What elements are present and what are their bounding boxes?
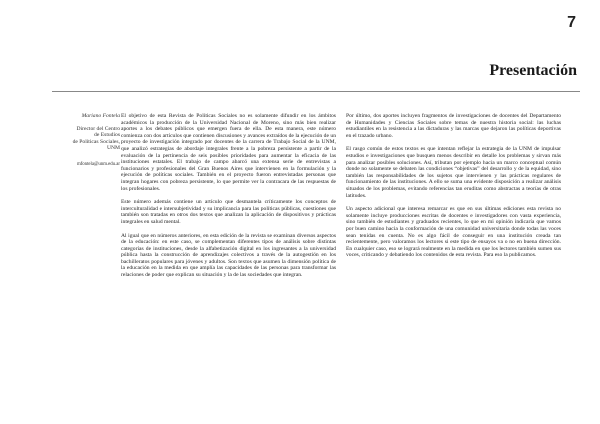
page-number: 7 [567, 14, 576, 31]
page-title: Presentación [489, 62, 577, 79]
author-name: Mariano Fontela [81, 113, 120, 119]
paragraph: Por último, dos aportes incluyen fragmentos de investigaciones de docentes del Departamento de Humanidades y Ciencias Sociales sobre temas de nuestra historia social: las luchas estudiantiles en la resistencia a las dictaduras y las marcas que dejaron las políticas deportivas en el trazado urbano. [346, 113, 561, 139]
paragraph: El objetivo de esta Revista de Políticas Sociales no es solamente difundir en los ámbitos académicos la producción de la Universidad Nacional de Moreno, sino más bien realizar aportes a los debates públicos que emergen fuera de ella. De esta manera, este número comienza con dos artículos que contienen discusiones y avances extraídos de la ejecución de un proyecto de investigación integrado por docentes de la carrera de Trabajo Social de la UNM, que analizó estrategias de abordaje integrales frente a la pobreza persistente a partir de la evaluación de la pertinencia de seis posibles prioridades para aumentar la eficacia de las instituciones estatales. El trabajo de campo abarcó una extensa serie de entrevistas a funcionarios y profesionales del Gran Buenos Aires que intervienen en la formulación y la ejecución de políticas sociales. También en el proyecto fueron entrevistadas personas que integran hogares con pobreza persistente, lo que permite ver la contracara de las respuestas de los profesionales. [121, 113, 336, 192]
author-role-line: UNM [106, 145, 120, 152]
right-text-column [346, 113, 561, 266]
paragraph: Al igual que en números anteriores, en esta edición de la revista se examinan diversos aspectos de la educación: en este caso, se complementan diferentes tipos de análisis sobre distintas categorías de instituciones, desde la alfabetización digital en los ingresantes a la universidad pública hasta la construcción de aprendizajes colectivos a través de la autogestión en los bachilleratos populares para jóvenes y adultos. Son textos que asumen la dimensión política de la educación en la medida en que amplía las capacidades de las personas para transformar las relaciones de poder que explican su situación y la de las sociedades que integran. [121, 232, 336, 279]
title-divider [52, 91, 580, 92]
author-role-line: de Estudios [94, 132, 120, 139]
paragraph: El rasgo común de estos textos es que intentan reflejar la estrategia de la UNM de impulsar estudios e investigaciones que busquen menos describir en detalle los problemas y sirvan más para analizar posibles soluciones. Así, tributan por ejemplo hacia un marco conceptual común donde no solamente se debaten las condiciones “objetivas” del desarrollo y de la equidad, sino también las responsabilidades de los sujetos que intervienen y las prácticas regulares de funcionamiento de las instituciones. A ello se suma una evidente disposición a realizar análisis situados de los problemas, evitando referencias tan eruditas como abstractas a teorías de otras latitudes. [346, 146, 561, 199]
paragraph: Este número además contiene un artículo que desmantela críticamente los conceptos de interculturalidad e intersubjetividad y su implicancia para las políticas públicas, cuestiones que también son tratadas en otros dos textos que analizan la aplicación de dispositivos y prácticas integrales en salud mental. [121, 199, 336, 225]
author-role-line: de Políticas Sociales, [72, 138, 120, 145]
author-role-line: Director del Centro [76, 125, 120, 132]
author-email: mfontela@unm.edu.ar [76, 161, 120, 167]
paragraph: Un aspecto adicional que interesa remarcar es que en sus últimas ediciones esta revista no solamente incluye producciones escritas de docentes e investigadores con vasta experiencia, sino también de estudiantes y graduados recientes, lo que en mi opinión indicaría que vamos por buen camino hacia la conformación de una comunidad universitaria donde todas las voces sean tenidas en cuenta. No es algo fácil de conseguir en una institución creada tan recientemente, pero valoramos los lectores si este tipo de ensayos va o no en buena dirección. En cualquier caso, eso se logrará realmente en la medida en que los lectores también sumen sus voces, criticando y debatiendo los contenidos de esta revista. Para eso la publicamos. [346, 206, 561, 259]
left-text-column [121, 113, 336, 286]
author-block [10, 113, 120, 169]
